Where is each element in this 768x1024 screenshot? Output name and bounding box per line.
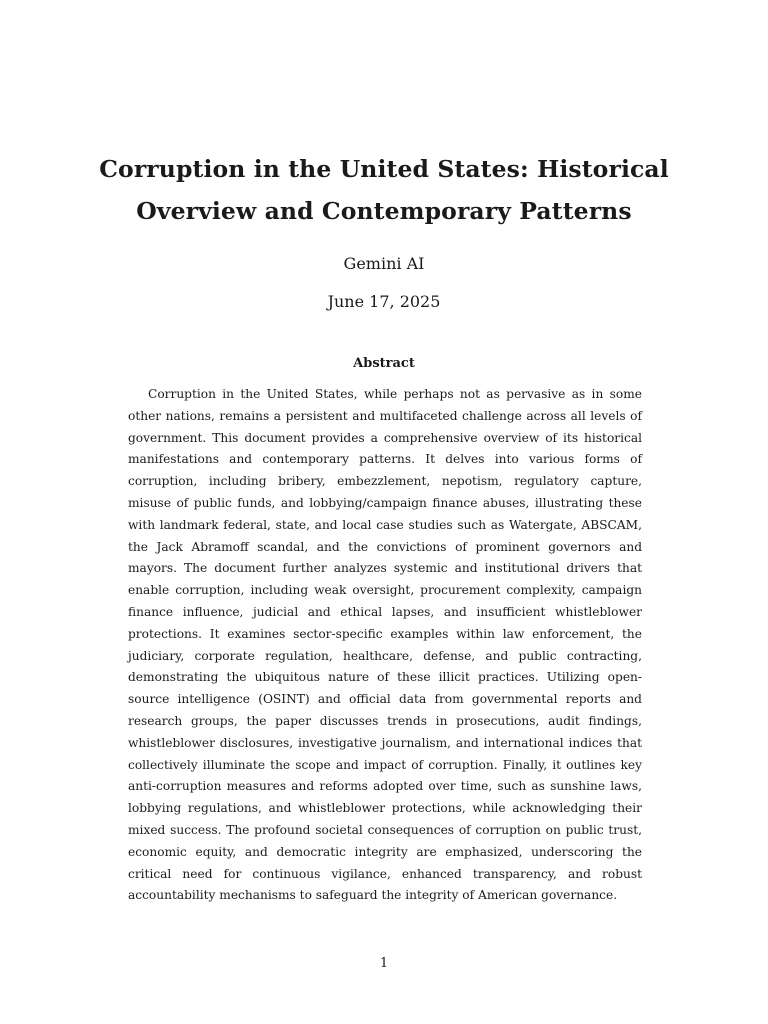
abstract-heading: Abstract <box>353 356 415 371</box>
abstract-body: Corruption in the United States, while perhaps not as pervasive as in some other nations, remains a persistent and multifaceted challenge across all levels of government. This document provides a comprehensive overview of its historical manifestations and contemporary patterns. It delves into various forms of corruption, including bribery, embezzlement, nepotism, regulatory capture, misuse of public funds, and lobbying/campaign finance abuses, illustrating these with landmark federal, state, and local case studies such as Watergate, ABSCAM, the Jack Abramoff scandal, and the convictions of prominent governors and mayors. The document further analyzes systemic and institutional drivers that enable corruption, including weak oversight, procurement complexity, campaign finance influence, judicial and ethical lapses, and insufficient whistleblower protections. It examines sector-specific examples within law enforcement, the judiciary, corporate regulation, healthcare, defense, and public contracting, demonstrating the ubiquitous nature of these illicit practices. Utilizing open-source intelligence (OSINT) and official data from governmental reports and research groups, the paper discusses trends in prosecutions, audit findings, whistleblower disclosures, investigative journalism, and international indices that collectively illuminate the scope and impact of corruption. Finally, it outlines key anti-corruption measures and reforms adopted over time, such as sunshine laws, lobbying regulations, and whistleblower protections, while acknowledging their mixed success. The profound societal consequences of corruption on public trust, economic equity, and democratic integrity are emphasized, underscoring the critical need for continuous vigilance, enhanced transparency, and robust accountability mechanisms to safeguard the integrity of American governance. <box>128 387 642 903</box>
paper-title: Corruption in the United States: Historical Overview and Contemporary Patterns <box>99 155 669 225</box>
paper-date: June 17, 2025 <box>327 292 441 311</box>
page-number: 1 <box>379 956 389 971</box>
paper-author: Gemini AI <box>343 254 425 273</box>
